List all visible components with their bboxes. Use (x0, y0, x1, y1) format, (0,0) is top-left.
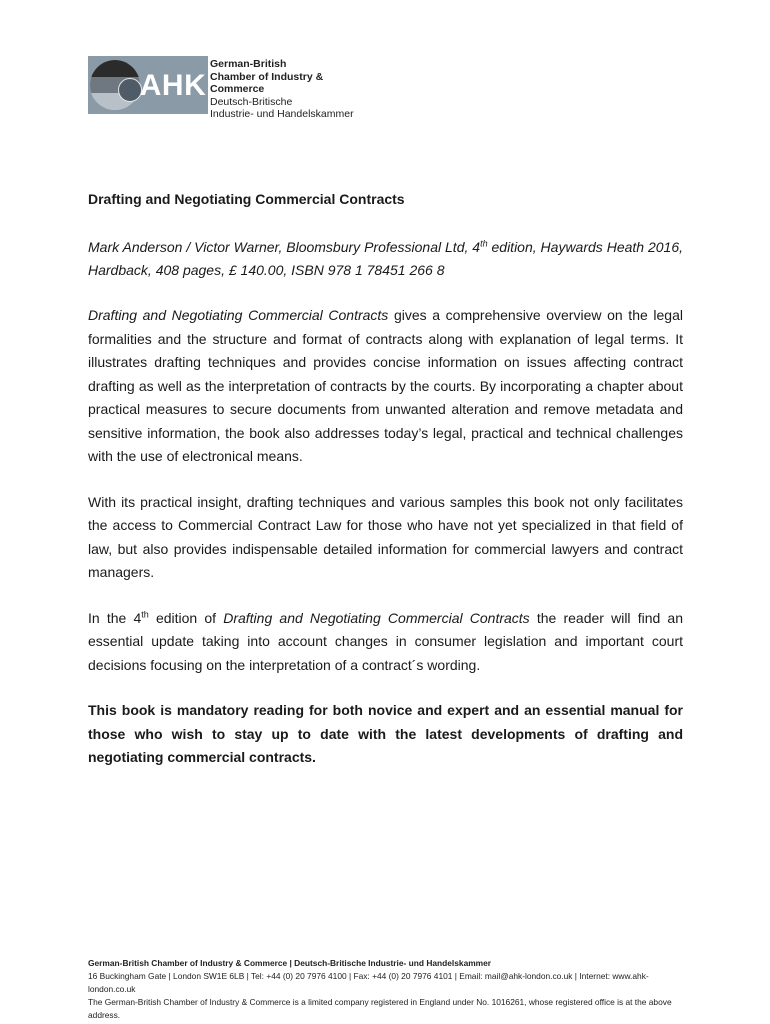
paragraph-new-edition (88, 607, 683, 678)
logo-line-3: Deutsch-Britische (210, 95, 293, 108)
logo-line-2: Chamber of Industry & Commerce (210, 70, 324, 95)
edition-text-end: the reader will find an essential update taking into account changes in consumer legislation and important court decisions focusing on the interpretation of a contract´s wording. (88, 609, 684, 673)
page-footer (88, 957, 688, 1022)
footer-organization: German-British Chamber of Industry & Commerce | Deutsch-Britische Industrie- und Handelskammer (88, 958, 492, 968)
edition-text-mid: edition of (148, 609, 224, 626)
page-title: Drafting and Negotiating Commercial Contracts (88, 191, 405, 207)
overview-text: gives a comprehensive overview on the legal formalities and the structure and format of contracts along with explanation of legal terms. It illustrates drafting techniques and provides concise information on issues affecting contract drafting as well as the interpretation of contracts by the courts. By incorporating a chapter about practical measures to secure documents from unwanted alteration and remove metadata and sensitive information, the book also addresses today’s legal, practical and technical challenges with the use of electronical means. (88, 307, 683, 464)
paragraph-recommendation: This book is mandatory reading for both novice and expert and an essential manual for those who wish to stay up to date with the latest developments of drafting and negotiating commercial contracts. (88, 702, 683, 765)
paragraph-overview (88, 304, 683, 469)
logo-organization-name (210, 58, 380, 121)
ahk-logo (88, 56, 378, 120)
paragraph-practical-insight: With its practical insight, drafting techniques and various samples this book not only facilitates the access to Commercial Contract Law for those who have not yet specialized in that field of law, but also provides indispensable detailed information for commercial lawyers and contract managers. (88, 493, 683, 580)
logo-mark (88, 56, 208, 114)
book-title-italic-2: Drafting and Negotiating Commercial Contracts (223, 609, 530, 626)
logo-line-4: Industrie- und Handelskammer (210, 108, 354, 120)
review-body (88, 189, 683, 770)
footer-contact: 16 Buckingham Gate | London SW1E 6LB | Tel: +44 (0) 20 7976 4100 | Fax: +44 (0) 20 7976 4101 | Email: mail@ahk-london.co.uk | Internet: www.ahk-london.co.uk (88, 971, 649, 994)
logo-ahk-text: AHK (139, 69, 207, 102)
edition-suffix: th (141, 608, 149, 619)
edition-text-start: In the 4 (88, 609, 142, 626)
biblio-publication: edition, Haywards Heath 2016, Hardback, 408 pages, £ 140.00, ISBN 978 1 78451 266 8 (88, 239, 684, 278)
biblio-edition-suffix: th (480, 238, 488, 249)
bibliographic-details (88, 236, 683, 282)
book-title-italic: Drafting and Negotiating Commercial Contracts (88, 307, 389, 323)
footer-registration: The German-British Chamber of Industry & Commerce is a limited company registered in England under No. 1016261, whose registered office is at the above address. (88, 997, 672, 1020)
logo-line-1: German-British (210, 58, 287, 70)
biblio-authors: Mark Anderson / Victor Warner, Bloomsbury Professional Ltd, 4 (88, 239, 481, 255)
